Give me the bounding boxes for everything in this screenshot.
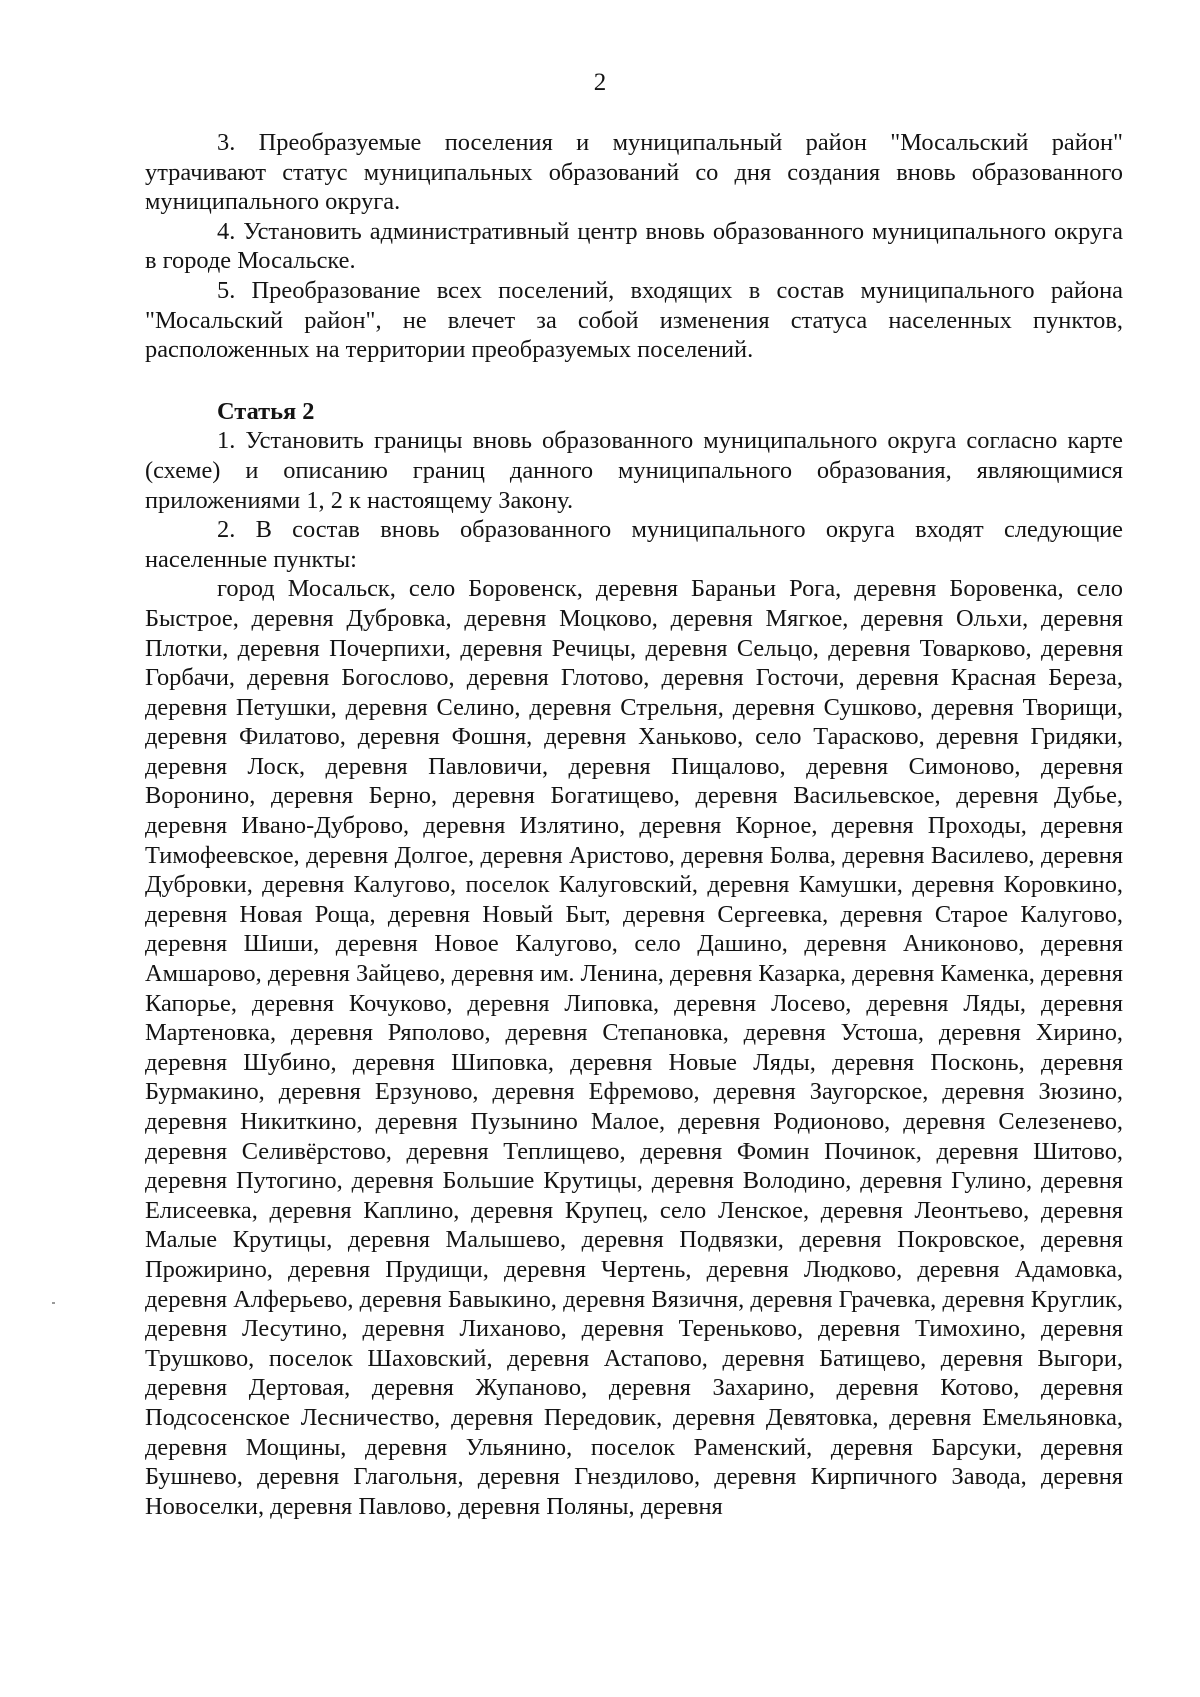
settlements-list: город Мосальск, село Боровенск, деревня Бараньи Рога, деревня Боровенка, село Быстрое, деревня Дубровка, деревня Моцково, деревня Мягкое, деревня Ольхи, деревня Плотки, деревня Почерпихи, деревня Речицы, деревня Сельцо, деревня Товарково, деревня Горбачи, деревня Богослово, деревня Глотово, деревня Госточи, деревня Красная Береза, деревня Петушки, деревня Селино, деревня Стрельня, деревня Сушково, деревня Творищи, деревня Филатово, деревня Фошня, деревня Ханьково, село Тарасково, деревня Гридяки, деревня Лоск, деревня Павловичи, деревня Пищалово, деревня Симоново, деревня Воронино, деревня Берно, деревня Богатищево, деревня Васильевское, деревня Дубье, деревня Ивано-Дуброво, деревня Излятино, деревня Корное, деревня Проходы, деревня Тимофеевское, деревня Долгое, деревня Аристово, деревня Болва, деревня Василево, деревня Дубровки, деревня Калугово, поселок Калуговский, деревня Камушки, деревня Коровкино, деревня Новая Роща, деревня Новый Быт, деревня Сергеевка, деревня Старое Калугово, деревня Шиши, деревня Новое Калугово, село Дашино, деревня Аниконово, деревня Амшарово, деревня Зайцево, деревня им. Ленина, деревня Казарка, деревня Каменка, деревня Капорье, деревня Кочуково, деревня Липовка, деревня Лосево, деревня Ляды, деревня Мартеновка, деревня Ряполово, деревня Степановка, деревня Устоша, деревня Хирино, деревня Шубино, деревня Шиповка, деревня Новые Ляды, деревня Посконь, деревня Бурмакино, деревня Ерзуново, деревня Ефремово, деревня Заугорское, деревня Зюзино, деревня Никиткино, деревня Пузынино Малое, деревня Родионово, деревня Селезенево, деревня Селивёрстово, деревня Теплищево, деревня Фомин Починок, деревня Шитово, деревня Путогино, деревня Большие Крутицы, деревня Володино, деревня Гулино, деревня Елисеевка, деревня Каплино, деревня Крупец, село Ленское, деревня Леонтьево, деревня Малые Крутицы, деревня Малышево, деревня Подвязки, деревня Покровское, деревня Прожирино, деревня Прудищи, деревня Чертень, деревня Людково, деревня Адамовка, деревня Алферьево, деревня Бавыкино, деревня Вязичня, деревня Грачевка, деревня Круглик, деревня Лесутино, деревня Лиханово, деревня Тереньково, деревня Тимохино, деревня Трушково, поселок Шаховский, деревня Астапово, деревня Батищево, деревня Выгори, деревня Дертовая, деревня Жупаново, деревня Захарино, деревня Котово, деревня Подсосенское Лесничество, деревня Передовик, деревня Девятовка, деревня Емельяновка, деревня Мощины, деревня Ульянино, поселок Раменский, деревня Барсуки, деревня Бушнево, деревня Глагольня, деревня Гнездилово, деревня Кирпичного Завода, деревня Новоселки, деревня Павлово, деревня Поляны, деревня bbox=[145, 575, 1123, 1520]
document-body bbox=[145, 128, 1123, 1521]
paragraph-3: 3. Преобразуемые поселения и муниципальный район "Мосальский район" утрачивают статус муниципальных образований со дня создания вновь образованного муниципального округа. bbox=[145, 129, 1123, 216]
article-paragraph-2: 2. В состав вновь образованного муниципального округа входят следующие населенные пункты: bbox=[145, 516, 1123, 573]
article-heading: Статья 2 bbox=[217, 397, 315, 425]
margin-scan-mark bbox=[52, 1302, 55, 1304]
paragraph-5: 5. Преобразование всех поселений, входящих в состав муниципального района "Мосальский район", не влечет за собой изменения статуса населенных пунктов, расположенных на территории преобразуемых поселений. bbox=[145, 276, 1123, 364]
page-number: 2 bbox=[593, 69, 607, 96]
article-paragraph-1: 1. Установить границы вновь образованного муниципального округа согласно карте (схеме) и описанию границ данного муниципального образования, являющимися приложениями 1, 2 к настоящему Закону. bbox=[145, 427, 1123, 514]
paragraph-4: 4. Установить административный центр вновь образованного муниципального округа в городе Мосальске. bbox=[145, 217, 1123, 275]
